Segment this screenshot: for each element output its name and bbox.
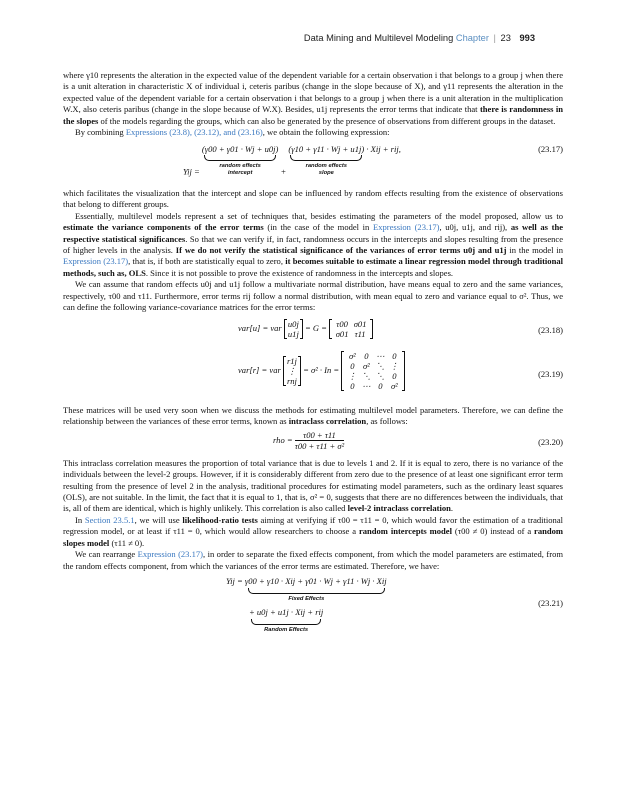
p1-bold: there is randomness in the slopes: [63, 104, 564, 126]
expression-link-3[interactable]: Expression (23.17): [137, 549, 203, 560]
paragraph-2: [63, 127, 563, 138]
eq17-lab1b: intercept: [227, 170, 253, 177]
paragraph-5: We can assume that random effects u0j and u1j follow a multivariate normal distribution, have means equal to zero and the same variances, respectively, τ00 and τ11. Furthermore, error terms rij follow a normal distribution, with mean equal to zero and variance equal to σ². Thus, we can define the following variance-covariance matrices for the error terms:: [63, 279, 563, 313]
eq19-cell: ⋱: [362, 370, 371, 381]
eq19-cell: 0: [392, 370, 397, 381]
eq19-cell: ⋱: [376, 370, 385, 381]
eq20-denominator: τ00 + τ11 + σ²: [294, 440, 345, 451]
p8-h: (τ11 ≠ 0).: [111, 537, 145, 548]
running-header: [304, 33, 535, 43]
equation-23-20: [63, 430, 563, 458]
eq19-cell: ⋮: [390, 360, 399, 371]
p4-a: Essentially, multilevel models represent a set of techniques that, besides estimating the parameters of the model proposed, allow us to: [75, 210, 563, 221]
eq21-fixed-brace: [226, 576, 387, 602]
eq21-lab2: Random Effects: [264, 626, 309, 633]
p6-a: These matrices will be used very soon when we discuss the methods for estimating multilevel model parameters. Therefore, we can define the relationship between the variances of these error terms, known as: [63, 404, 563, 427]
eq17-number: (23.17): [538, 143, 563, 154]
expression-link-1[interactable]: Expression (23.17): [372, 222, 440, 233]
eq20-fraction: [295, 430, 344, 451]
header-separator: |: [493, 33, 496, 43]
paragraph-8: [63, 515, 563, 549]
eq19-v2: ⋮: [287, 365, 297, 376]
eq18-lhs: var[u] = var: [238, 322, 282, 333]
paragraph-4: [63, 211, 563, 280]
p4-g: If we do not verify the statistical significance of the variances of error terms u0j and u1j: [175, 244, 507, 255]
p8-c: likelihood-ratio tests: [182, 514, 258, 525]
eq19-v3: rnj: [286, 375, 297, 386]
eq20-numerator: τ00 + τ11: [295, 430, 344, 441]
eq18-v1: u0j: [287, 318, 299, 329]
p2-end: , we obtain the following expression:: [262, 127, 390, 138]
p8-d: aiming at verifying if τ00 = τ11 = 0, which would favor the estimation of a traditional regression model, or at least if τ11 = 0, which would allow researchers to choose a: [63, 514, 564, 537]
eq18-m11: τ00: [336, 318, 348, 329]
equation-23-17: [63, 142, 563, 182]
p8-a: In: [75, 514, 83, 525]
p4-k: . Since it is not possible to prove the existence of randomness in the intercepts and slopes.: [145, 267, 454, 278]
eq19-cell: 0: [378, 380, 383, 391]
eq20-lhs: rho =: [273, 434, 295, 445]
p9-b: , in order to separate the fixed effects component, from which the model parameters are estimated, from the random effects component, from which the variances of the error terms are estimated. Therefore, we have:: [63, 549, 564, 571]
p4-h: in the model in: [509, 244, 563, 255]
p7-a: This intraclass correlation measures the proportion of total variance that is due to levels 1 and 2. If it is equal to zero, there is no variance of the individuals between the level-2 groups. However, if it is considerably different from zero due to the presence of at least one significant error term resulting from the presence of level 2 in the analysis, traditional procedures for estimating model parameters, such as the ordinary least squares (OLS), are not suitable. In the limit, the fact that it is equal to 1, that is, σ² = 0, suggests that there are no differences between the individuals, that is, all of them are identical, which is highly unlikely. This correlation is also called: [63, 457, 563, 514]
eq21-line1: Yij = γ00 + γ10 · Xij + γ01 · Wj + γ11 · Wj · Xij: [226, 576, 387, 587]
section-link[interactable]: Section 23.5.1: [84, 514, 135, 525]
expression-link-2[interactable]: Expression (23.17): [63, 256, 129, 267]
paragraph-7: [63, 458, 563, 515]
eq17-term2: (γ10 + γ11 · Wj + u1j): [288, 143, 365, 154]
book-title: Data Mining and Multilevel Modeling: [303, 33, 454, 43]
equation-23-19: [63, 349, 563, 405]
eq19-cell: 0: [364, 350, 369, 361]
p4-j: it becomes suitable to estimate a linear regression model through traditional methods, such as, OLS: [63, 256, 563, 278]
equation-23-21: [63, 576, 563, 638]
chapter-number: 23: [500, 33, 511, 43]
eq21-lab1: Fixed Effects: [288, 595, 325, 602]
equation-23-18: [63, 317, 563, 347]
eq21-number: (23.21): [538, 598, 563, 609]
p8-b: , we will use: [134, 514, 180, 525]
eq19-vector: [283, 356, 301, 386]
eq17-slope-brace: [288, 144, 364, 177]
eq17-lab2b: slope: [318, 170, 334, 177]
p4-c: (in the case of the model in: [267, 222, 370, 233]
eq18-matrix: [329, 319, 373, 339]
eq19-lhs: var[r] = var: [238, 364, 281, 375]
page-number: 993: [519, 33, 535, 43]
p1-text: where γ10 represents the alteration in the expected value of the dependent variable for a certain observation i that belongs to a group j when there is a unit alteration in characteristic X of individual i, ceteris paribus (change in the slope because of X), and γ11 represents the alteration in the expected value of the dependent variable for a certain observation i that belongs to a group j when there is a unit alteration in the multiplication W.X, also ceteris paribus (change in the slope because of W.X). Besides, u1j represents the error terms that indicate that: [63, 70, 563, 115]
eq19-cell: σ²: [348, 350, 356, 361]
eq19-mid: = σ² · In =: [300, 364, 342, 375]
p6-b: intraclass correlation: [288, 416, 367, 427]
eq19-cell: 0: [392, 350, 397, 361]
p4-i: , that is, if both are statistically equal to zero,: [128, 256, 283, 267]
eq19-cell: ⋯: [376, 350, 385, 361]
p4-d: , u0j, u1j, and rij),: [439, 222, 508, 233]
eq21-line2: + u0j + u1j · Xij + rij: [249, 607, 324, 618]
eq18-m22: τ11: [354, 328, 366, 339]
eq18-m21: σ01: [335, 328, 349, 339]
p7-b: level-2 intraclass correlation: [347, 503, 451, 514]
p8-e: random intercepts model: [358, 526, 452, 537]
eq19-cell: ⋮: [348, 370, 357, 381]
eq18-m12: σ01: [353, 318, 367, 329]
eq17-lab1a: random effects: [219, 163, 261, 170]
p8-f: (τ00 ≠ 0) instead of a: [454, 526, 532, 537]
chapter-label: Chapter: [455, 33, 489, 43]
paragraph-3: which facilitates the visualization that the intercept and slope can be influenced by random effects resulting from the existence of observations that belong to different groups.: [63, 187, 563, 210]
expressions-link[interactable]: Expressions (23.8), (23.12), and (23.16): [125, 127, 263, 138]
eq19-v1: r1j: [286, 355, 297, 366]
eq17-lab2a: random effects: [305, 163, 348, 170]
eq17-intercept-brace: [202, 144, 278, 177]
p4-f: . So that we can verify if, in fact, randomness occurs in the intercepts and slopes resulting from the presence of higher levels in the analysis.: [63, 233, 563, 255]
eq17-term1: (γ00 + γ01 · Wj + u0j): [201, 143, 279, 154]
paragraph-9: [63, 549, 563, 572]
eq19-cell: ⋯: [362, 380, 371, 391]
page-body: [63, 70, 563, 638]
eq21-random-brace: [249, 607, 323, 633]
eq17-plus: +: [278, 166, 289, 177]
eq18-v2: u1j: [287, 328, 299, 339]
eq19-number: (23.19): [538, 368, 563, 379]
p4-e: as well as the respective statistical significances: [63, 222, 564, 244]
p6-c: , as follows:: [366, 416, 408, 427]
eq17-tail: · Xij + rij,: [364, 143, 401, 154]
eq18-number: (23.18): [538, 324, 563, 335]
eq19-cell: 0: [350, 360, 355, 371]
p2-start: By combining: [75, 127, 124, 138]
eq19-cell: 0: [350, 380, 355, 391]
p4-b: estimate the variance components of the error terms: [63, 222, 264, 233]
eq17-lhs: Yij =: [183, 166, 202, 177]
eq18-vector: [284, 319, 303, 339]
paragraph-1: [63, 70, 563, 127]
p9-a: We can rearrange: [75, 549, 136, 560]
eq20-number: (23.20): [538, 436, 563, 447]
p7-c: .: [450, 503, 454, 514]
p8-g: random slopes model: [63, 526, 564, 548]
eq19-cell: σ²: [390, 380, 398, 391]
paragraph-6: [63, 405, 563, 428]
eq19-cell: ⋱: [376, 360, 385, 371]
eq19-matrix: [341, 351, 405, 391]
eq19-cell: σ²: [362, 360, 370, 371]
p1-end: of the models regarding the groups, which can also be generated by the presence of observations from different groups in the dataset.: [100, 115, 556, 126]
eq18-eqG: = G =: [302, 322, 330, 333]
